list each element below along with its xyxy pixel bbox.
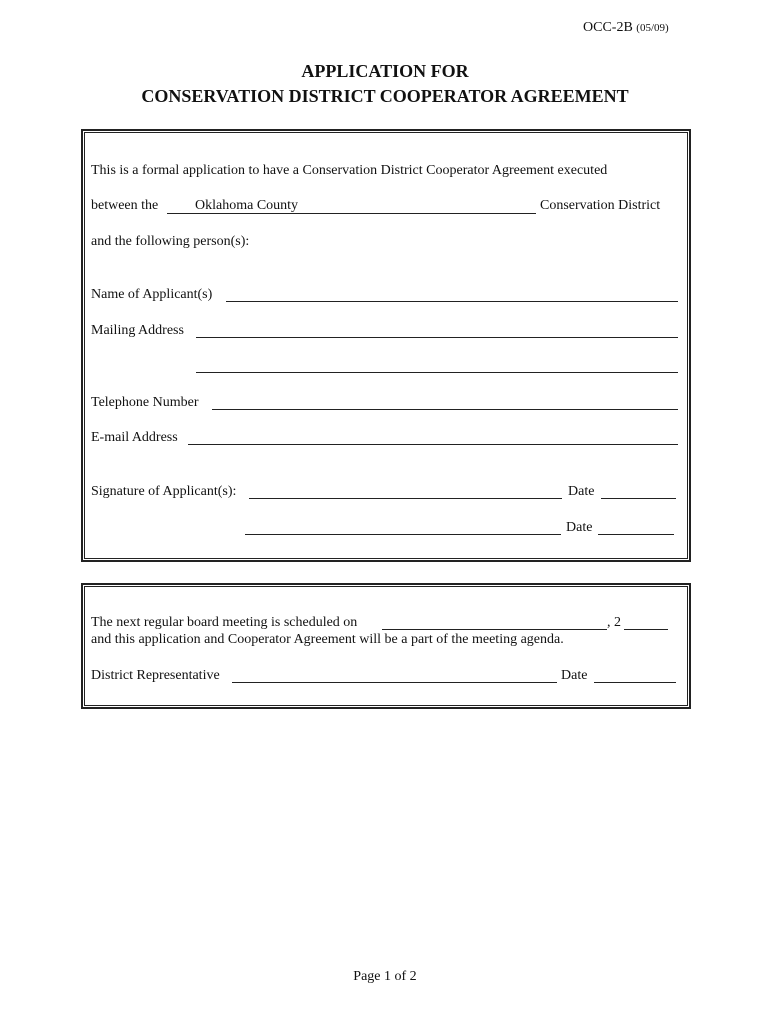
date-label-1: Date <box>568 484 595 499</box>
intro-text: This is a formal application to have a Conservation District Cooperator Agreement executed <box>91 163 608 178</box>
email-label: E-mail Address <box>91 430 178 445</box>
rep-date-field[interactable] <box>594 682 676 683</box>
meeting-prefix: The next regular board meeting is scheduled on <box>91 615 358 630</box>
phone-label: Telephone Number <box>91 395 199 410</box>
rep-date-label: Date <box>561 668 588 683</box>
phone-field[interactable] <box>212 409 678 410</box>
signature-field-1[interactable] <box>249 498 562 499</box>
year-prefix: , 2 <box>607 615 621 630</box>
meeting-text-2: and this application and Cooperator Agreement will be a part of the meeting agenda. <box>91 632 564 647</box>
meeting-date-field[interactable] <box>382 629 607 630</box>
between-label: between the <box>91 198 159 213</box>
form-code <box>583 20 669 36</box>
date-label-2: Date <box>566 520 593 535</box>
page-number: Page 1 of 2 <box>353 969 417 984</box>
district-suffix: Conservation District <box>540 198 661 213</box>
signature-field-2[interactable] <box>245 534 561 535</box>
district-value: Oklahoma County <box>195 198 299 213</box>
form-code-text: OCC-2B <box>583 20 633 35</box>
rep-field[interactable] <box>232 682 557 683</box>
persons-text: and the following person(s): <box>91 234 250 249</box>
year-field[interactable] <box>624 629 668 630</box>
mailing-label: Mailing Address <box>91 323 184 338</box>
signature-label: Signature of Applicant(s): <box>91 484 237 499</box>
email-field[interactable] <box>188 444 678 445</box>
name-field[interactable] <box>226 301 678 302</box>
rep-label: District Representative <box>91 668 220 683</box>
form-version: (05/09) <box>636 22 669 34</box>
mailing-field-1[interactable] <box>196 337 678 338</box>
date-field-1[interactable] <box>601 498 676 499</box>
mailing-field-2[interactable] <box>196 372 678 373</box>
date-field-2[interactable] <box>598 534 674 535</box>
page-title-line2: CONSERVATION DISTRICT COOPERATOR AGREEMENT <box>141 86 629 106</box>
page-title-line1: APPLICATION FOR <box>301 61 469 81</box>
name-label: Name of Applicant(s) <box>91 287 213 302</box>
